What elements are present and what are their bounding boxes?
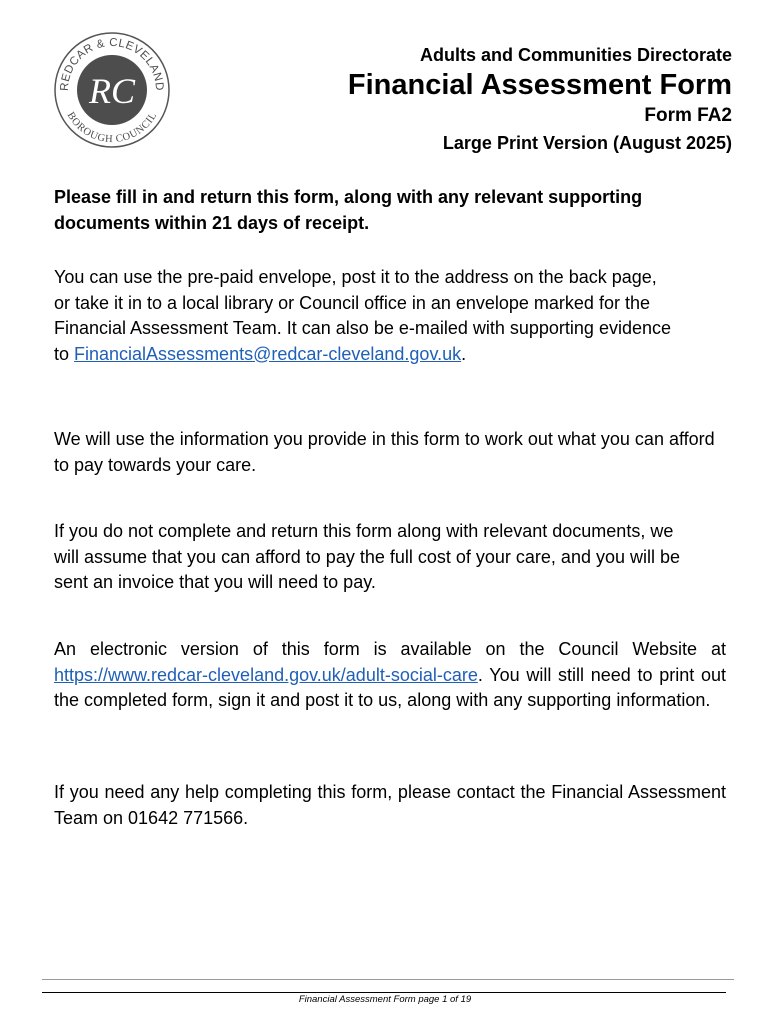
email-link[interactable]: FinancialAssessments@redcar-cleveland.gov.uk <box>74 343 462 364</box>
footer-rule <box>42 992 726 993</box>
council-logo <box>52 30 172 150</box>
logo-text-top: REDCAR & CLEVELAND <box>58 36 166 92</box>
version-label: Large Print Version (August 2025) <box>442 133 732 153</box>
paragraph-electronic-text: An electronic version of this form is available on the Council Website at <box>54 639 726 659</box>
paragraph-information-use: We will use the information you provide in this form to work out what you can afford to pay towards your care. <box>54 429 715 475</box>
intro-instruction: Please fill in and return this form, along with any relevant supporting documents within 21 days of receipt. <box>54 187 643 233</box>
logo-monogram: RC <box>88 71 136 111</box>
logo-text-bottom: BOROUGH COUNCIL <box>64 110 160 146</box>
paragraph-return-text: You can use the pre-paid envelope, post it to the address on the back page, or take it in to a local library or Council office in an envelope marked for the Financial Assessment Team. It can also be e-mailed with supporting evidence to <box>54 267 671 364</box>
page-footer: Financial Assessment Form page 1 of 19 <box>298 994 472 1005</box>
directorate-name: Adults and Communities Directorate <box>419 45 732 65</box>
form-code: Form FA2 <box>644 105 732 126</box>
website-link[interactable]: https://www.redcar-cleveland.gov.uk/adult-social-care <box>54 664 478 685</box>
document-header <box>348 44 732 155</box>
paragraph-return-options <box>54 265 674 367</box>
page-title: Financial Assessment Form <box>347 69 732 101</box>
paragraph-return-end: . <box>461 343 467 364</box>
paragraph-incomplete-warning: If you do not complete and return this form along with relevant documents, we will assume that you can afford to pay the full cost of your care, and you will be sent an invoice that you will need to pay. <box>54 521 681 592</box>
paragraph-electronic-version <box>54 637 726 714</box>
paragraph-electronic-end: . You will still need to print out the completed form, sign it and post it to us, along with any supporting information. <box>54 664 726 710</box>
paragraph-help-contact: If you need any help completing this form, please contact the Financial Assessment Team on 01642 771566. <box>54 782 726 828</box>
footer-divider <box>42 979 734 980</box>
